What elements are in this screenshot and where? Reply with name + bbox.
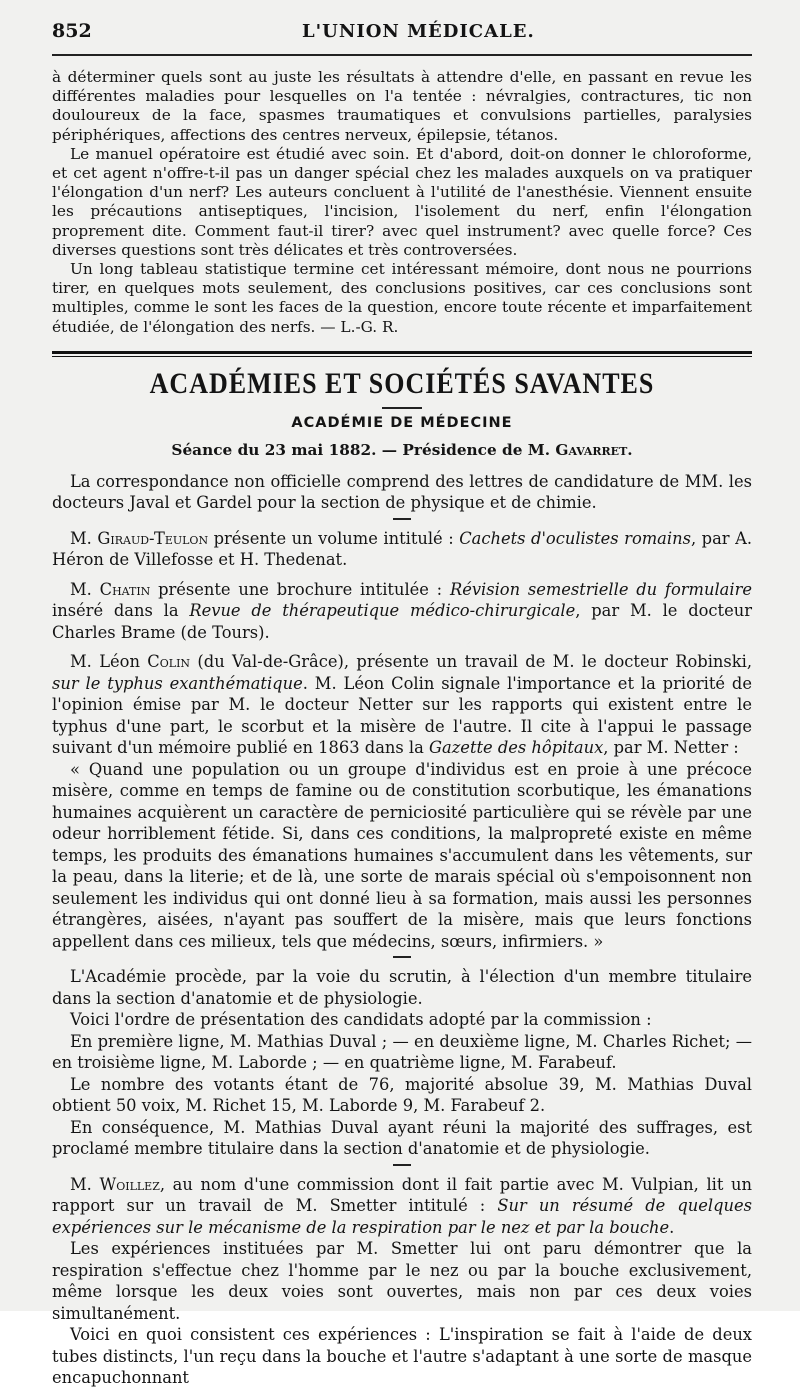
book-title: Révision semestrielle du formulaire <box>449 579 752 599</box>
separator-rule <box>393 956 411 958</box>
election-paragraph-2: Voici l'ordre de présentation des candidats adopté par la commission : <box>70 1010 652 1030</box>
book-title: Cachets d'oculistes romains <box>459 528 691 548</box>
chatin-paragraph <box>52 579 752 644</box>
journal-name: Revue de thérapeutique médico-chirurgicale <box>189 601 576 621</box>
text-run: M. <box>70 579 100 599</box>
section-title: ACADÉMIES ET SOCIÉTÉS SAVANTES <box>149 366 655 400</box>
person-name: Colin <box>147 652 191 672</box>
review-paragraph-3: Un long tableau statistique termine cet intéressant mémoire, dont nous ne pourrions tirer, en quelques mots seulement, des conclusions positives, car ces conclusions sont multiples, comme le sont les faces de la question, encore toute récente et imparfaitement étudiée, de l'élongation des nerfs. — L.-G. R. <box>52 260 752 336</box>
work-title: sur le typhus exanthématique <box>52 673 303 693</box>
seance-prefix: Séance du 23 mai 1882. — Présidence de M. <box>171 440 556 459</box>
review-paragraph-1: à déterminer quels sont au juste les résultats à attendre d'elle, en passant en revue les différentes maladies pour lesquelles on l'a tentée : névralgies, contractures, tic non douloureux de la face, spasmes traumatiques et convulsions partielles, paralysies périphériques, affections des centres nerveux, épilepsie, tétanos. <box>52 68 752 144</box>
seance-president: Gavarret <box>555 440 628 459</box>
smetter-paragraph-1: Les expériences instituées par M. Smetter lui ont paru démontrer que la respiration s'effectue chez l'homme par le nez ou par la bouche exclusivement, même lorsque les deux voies sont ouvertes, mais non par ces deux voies simultanément. <box>52 1239 752 1323</box>
person-name: Chatin <box>99 579 151 599</box>
text-run: présente une brochure intitulée : <box>150 579 450 599</box>
election-paragraph-1: L'Académie procède, par la voie du scrutin, à l'élection d'un membre titulaire dans la section d'anatomie et de physiologie. <box>52 967 752 1008</box>
journal-title: L'UNION MÉDICALE. <box>302 21 535 42</box>
review-paragraph-2: Le manuel opératoire est étudié avec soin. Et d'abord, doit-on donner le chloroforme, et cet agent n'offre-t-il pas un danger spécial chez les malades auxquels on va pratiquer l'élongation d'un nerf? Les auteurs concluent à l'utilité de l'anesthésie. Viennent ensuite les précautions antiseptiques, l'incision, l'isolement du nerf, enfin l'élongation proprement dite. Comment faut-il tirer? avec quel instrument? avec quelle force? Ces diverses questions sont très délicates et très controversées. <box>52 144 752 259</box>
work-title: Sur un résumé de quelques expériences sur le mécanisme de la respiration par le nez et par la bouche <box>52 1196 752 1237</box>
running-head <box>52 20 752 50</box>
text-run: . M. Léon Colin signale l'importance et la priorité de l'opinion émise par M. le docteur Netter sur les rapports qui existent entre le typhus d'une part, le scorbut et la misère de l'autre. Il cite à l'appui le passage suivant d'un mémoire publié en 1863 dans la <box>52 673 752 758</box>
text-run: présente un volume intitulé : <box>208 528 460 548</box>
text-run: M. Léon <box>70 652 148 672</box>
netter-quote: « Quand une population ou un groupe d'individus est en proie à une précoce misère, comme en temps de famine ou de constitution scorbutique, les émanations humaines acquièrent un caractère de perniciosité particulière qui se révèle par une odeur horriblement fétide. Si, dans ces conditions, la malpropreté existe en même temps, les produits des émanations humaines s'accumulent dans les vêtements, sur la peau, dans la literie; et de là, une sorte de marais spécial où s'empoisonnent non seulement les individus qui ont donné lieu à sa formation, mais aussi les personnes étrangères, aisées, n'ayant pas souffert de la misère, mais que leurs fonctions appellent dans ces milieux, tels que médecins, sœurs, infirmiers. » <box>52 759 752 951</box>
person-name: Woillez <box>99 1174 160 1194</box>
giraud-paragraph <box>52 528 752 571</box>
election-paragraph-5: En conséquence, M. Mathias Duval ayant réuni la majorité des suffrages, est proclamé membre titulaire dans la section d'anatomie et de physiologie. <box>52 1117 752 1159</box>
election-paragraph-4: Le nombre des votants étant de 76, majorité absolue 39, M. Mathias Duval obtient 50 voix, M. Richet 15, M. Laborde 9, M. Farabeuf 2. <box>52 1074 752 1116</box>
seance-line <box>52 441 752 459</box>
election-paragraph-3: En première ligne, M. Mathias Duval ; — en deuxième ligne, M. Charles Richet; — en troisième ligne, M. Laborde ; — en quatrième ligne, M. Farabeuf. <box>52 1031 752 1073</box>
colin-paragraph <box>52 651 752 759</box>
seance-suffix: . <box>627 440 633 459</box>
text-run: , par M. le docteur Charles Brame (de Tours). <box>52 601 752 642</box>
academy-heading: ACADÉMIE DE MÉDECINE <box>291 414 513 431</box>
woillez-paragraph <box>52 1174 752 1239</box>
text-run: , par A. Héron de Villefosse et H. Thedenat. <box>52 528 753 570</box>
text-run: , par M. Netter : <box>603 738 739 758</box>
title-rule <box>382 407 422 409</box>
text-run: M. <box>70 528 98 548</box>
text-run: . <box>669 1217 675 1237</box>
person-name: Giraud-Teulon <box>97 528 209 548</box>
separator-rule <box>393 518 411 520</box>
text-run: (du Val-de-Grâce), présente un travail de M. le docteur Robinski, <box>190 652 752 672</box>
smetter-paragraph-2: Voici en quoi consistent ces expériences : L'inspiration se fait à l'aide de deux tubes distincts, l'un reçu dans la bouche et l'autre s'adaptant à une sorte de masque encapuchonnant <box>52 1325 752 1388</box>
text-run: , au nom d'une commission dont il fait partie avec M. Vulpian, lit un rapport sur un travail de M. Smetter intitulé : <box>52 1174 752 1216</box>
section-divider <box>52 351 752 357</box>
separator-rule <box>393 1164 411 1166</box>
text-run: M. <box>70 1174 100 1194</box>
correspondance-paragraph: La correspondance non officielle comprend des lettres de candidature de MM. les docteurs Javal et Gardel pour la section de physique et de chimie. <box>52 471 752 513</box>
header-rule <box>52 54 752 56</box>
page-number: 852 <box>52 20 92 42</box>
journal-name: Gazette des hôpitaux <box>429 738 604 758</box>
text-run: inséré dans la <box>52 601 190 621</box>
